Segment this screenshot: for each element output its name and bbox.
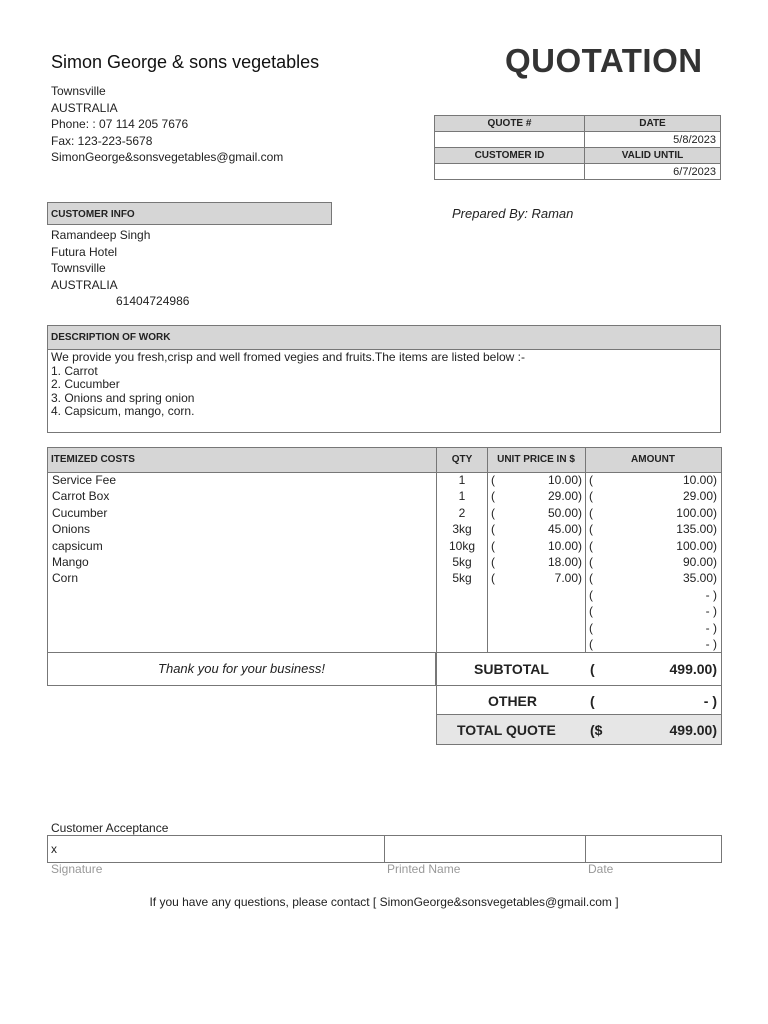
items-header-row <box>48 448 721 473</box>
item-amount: 135.00) <box>676 522 717 537</box>
item-amount: 100.00) <box>676 505 717 520</box>
acceptance-divider <box>585 836 586 862</box>
item-description: Corn <box>52 571 79 586</box>
amount-paren: ( <box>589 620 593 635</box>
subtotal-label: SUBTOTAL <box>474 661 549 677</box>
item-qty: 3kg <box>452 522 472 537</box>
item-row <box>48 588 721 604</box>
customer-id-value <box>435 164 585 180</box>
customer-info-header: CUSTOMER INFO <box>47 202 332 225</box>
subtotal-row <box>436 652 722 686</box>
valid-until-value: 6/7/2023 <box>585 164 721 180</box>
item-qty: 1 <box>458 473 466 487</box>
item-row <box>48 489 721 505</box>
unit-price-paren: ( <box>491 505 495 520</box>
description-line: 4. Capsicum, mango, corn. <box>51 404 195 418</box>
unit-price-paren: ( <box>491 538 495 553</box>
item-row <box>48 571 721 587</box>
amount-paren: ( <box>589 473 593 487</box>
item-qty: 10kg <box>448 538 476 553</box>
item-unit-price: 7.00) <box>554 571 582 586</box>
description-line: We provide you fresh,crisp and well fromed vegies and fruits.The items are listed below :- <box>51 350 525 364</box>
unit-price-paren: ( <box>491 489 495 504</box>
item-qty: 2 <box>458 505 466 520</box>
item-amount: - ) <box>705 637 717 651</box>
unit-price-paren: ( <box>491 473 495 487</box>
date-label: DATE <box>585 116 721 132</box>
total-quote-paren: ($ <box>590 722 603 738</box>
item-description: Cucumber <box>52 505 108 520</box>
items-header-amount: AMOUNT <box>631 454 675 465</box>
item-row <box>48 555 721 571</box>
total-quote-value: 499.00) <box>669 722 717 738</box>
company-fax: Fax: 123-223-5678 <box>51 133 153 148</box>
signature-field[interactable]: x <box>51 842 57 856</box>
subtotal-paren: ( <box>590 661 595 677</box>
customer-acceptance-label: Customer Acceptance <box>51 821 169 835</box>
item-amount: 35.00) <box>682 571 717 586</box>
amount-paren: ( <box>589 555 593 569</box>
item-unit-price: 45.00) <box>547 522 582 537</box>
item-row <box>48 604 721 620</box>
thank-you-note: Thank you for your business! <box>47 652 436 686</box>
company-address <box>51 83 283 166</box>
item-row <box>48 473 721 489</box>
acceptance-box <box>47 835 722 863</box>
unit-price-paren: ( <box>491 571 495 586</box>
item-description: capsicum <box>52 538 103 553</box>
item-amount: - ) <box>705 587 717 602</box>
item-description: Service Fee <box>52 473 117 487</box>
description-line: 2. Cucumber <box>51 377 120 391</box>
description-body <box>48 350 720 420</box>
company-phone: Phone: : 07 114 205 7676 <box>51 117 189 131</box>
quote-info-table <box>434 115 721 180</box>
items-header-desc: ITEMIZED COSTS <box>51 454 135 465</box>
document-title: QUOTATION <box>505 42 703 79</box>
date-label-acceptance: Date <box>588 862 614 876</box>
amount-paren: ( <box>589 522 593 537</box>
company-email: SimonGeorge&sonsvegetables@gmail.com <box>51 150 284 164</box>
item-amount: 90.00) <box>682 555 717 569</box>
signature-label: Signature <box>51 862 103 876</box>
customer-phone: 61404724986 <box>116 294 190 308</box>
valid-until-label: VALID UNTIL <box>585 148 721 164</box>
subtotal-value: 499.00) <box>669 661 717 677</box>
itemized-costs-table <box>47 447 722 653</box>
quote-number-value <box>435 132 585 148</box>
customer-info <box>51 227 189 310</box>
item-row <box>48 637 721 653</box>
prepared-by: Prepared By: Raman <box>452 206 574 221</box>
item-amount: 10.00) <box>682 473 717 487</box>
description-line: 1. Carrot <box>51 363 98 378</box>
amount-paren: ( <box>589 538 593 553</box>
customer-country: AUSTRALIA <box>51 277 118 292</box>
item-description: Mango <box>52 555 89 569</box>
item-unit-price: 10.00) <box>547 473 582 487</box>
unit-price-paren: ( <box>491 555 495 569</box>
amount-paren: ( <box>589 587 593 602</box>
description-line: 3. Onions and spring onion <box>51 390 195 405</box>
customer-id-label: CUSTOMER ID <box>435 148 585 164</box>
item-row <box>48 522 721 538</box>
amount-paren: ( <box>589 604 593 619</box>
item-amount: 100.00) <box>676 538 717 553</box>
other-value: - ) <box>703 693 717 709</box>
printed-name-label: Printed Name <box>387 862 461 876</box>
customer-company: Futura Hotel <box>51 244 118 259</box>
description-header: DESCRIPTION OF WORK <box>48 326 720 350</box>
other-label: OTHER <box>488 693 537 709</box>
company-city: Townsville <box>51 84 106 98</box>
item-unit-price: 50.00) <box>547 505 582 520</box>
item-row <box>48 506 721 522</box>
item-amount: 29.00) <box>682 489 717 504</box>
item-amount: - ) <box>705 620 717 635</box>
quote-number-label: QUOTE # <box>435 116 585 132</box>
item-description: Carrot Box <box>52 489 110 504</box>
customer-city: Townsville <box>51 261 106 275</box>
customer-name: Ramandeep Singh <box>51 228 151 242</box>
other-row <box>436 686 722 714</box>
acceptance-divider <box>384 836 385 862</box>
amount-paren: ( <box>589 571 593 586</box>
amount-paren: ( <box>589 637 593 651</box>
other-paren: ( <box>590 693 595 709</box>
items-header-unit-price: UNIT PRICE IN $ <box>497 454 575 465</box>
item-row <box>48 621 721 637</box>
total-quote-row <box>436 714 722 745</box>
contact-line: If you have any questions, please contact [ SimonGeorge&sonsvegetables@gmail.com ] <box>149 895 619 909</box>
item-qty: 5kg <box>452 555 472 569</box>
total-quote-label: TOTAL QUOTE <box>457 722 556 738</box>
company-country: AUSTRALIA <box>51 100 118 115</box>
item-description: Onions <box>52 522 91 537</box>
company-name: Simon George & sons vegetables <box>51 52 320 72</box>
item-row <box>48 539 721 555</box>
item-unit-price: 10.00) <box>547 538 582 553</box>
item-qty: 5kg <box>452 571 472 586</box>
amount-paren: ( <box>589 489 593 504</box>
items-header-qty: QTY <box>451 454 473 465</box>
item-unit-price: 29.00) <box>547 489 582 504</box>
item-unit-price: 18.00) <box>547 555 582 569</box>
description-of-work <box>47 325 721 433</box>
item-qty: 1 <box>458 489 466 504</box>
unit-price-paren: ( <box>491 522 495 537</box>
date-value: 5/8/2023 <box>585 132 721 148</box>
amount-paren: ( <box>589 505 593 520</box>
item-amount: - ) <box>705 604 717 619</box>
